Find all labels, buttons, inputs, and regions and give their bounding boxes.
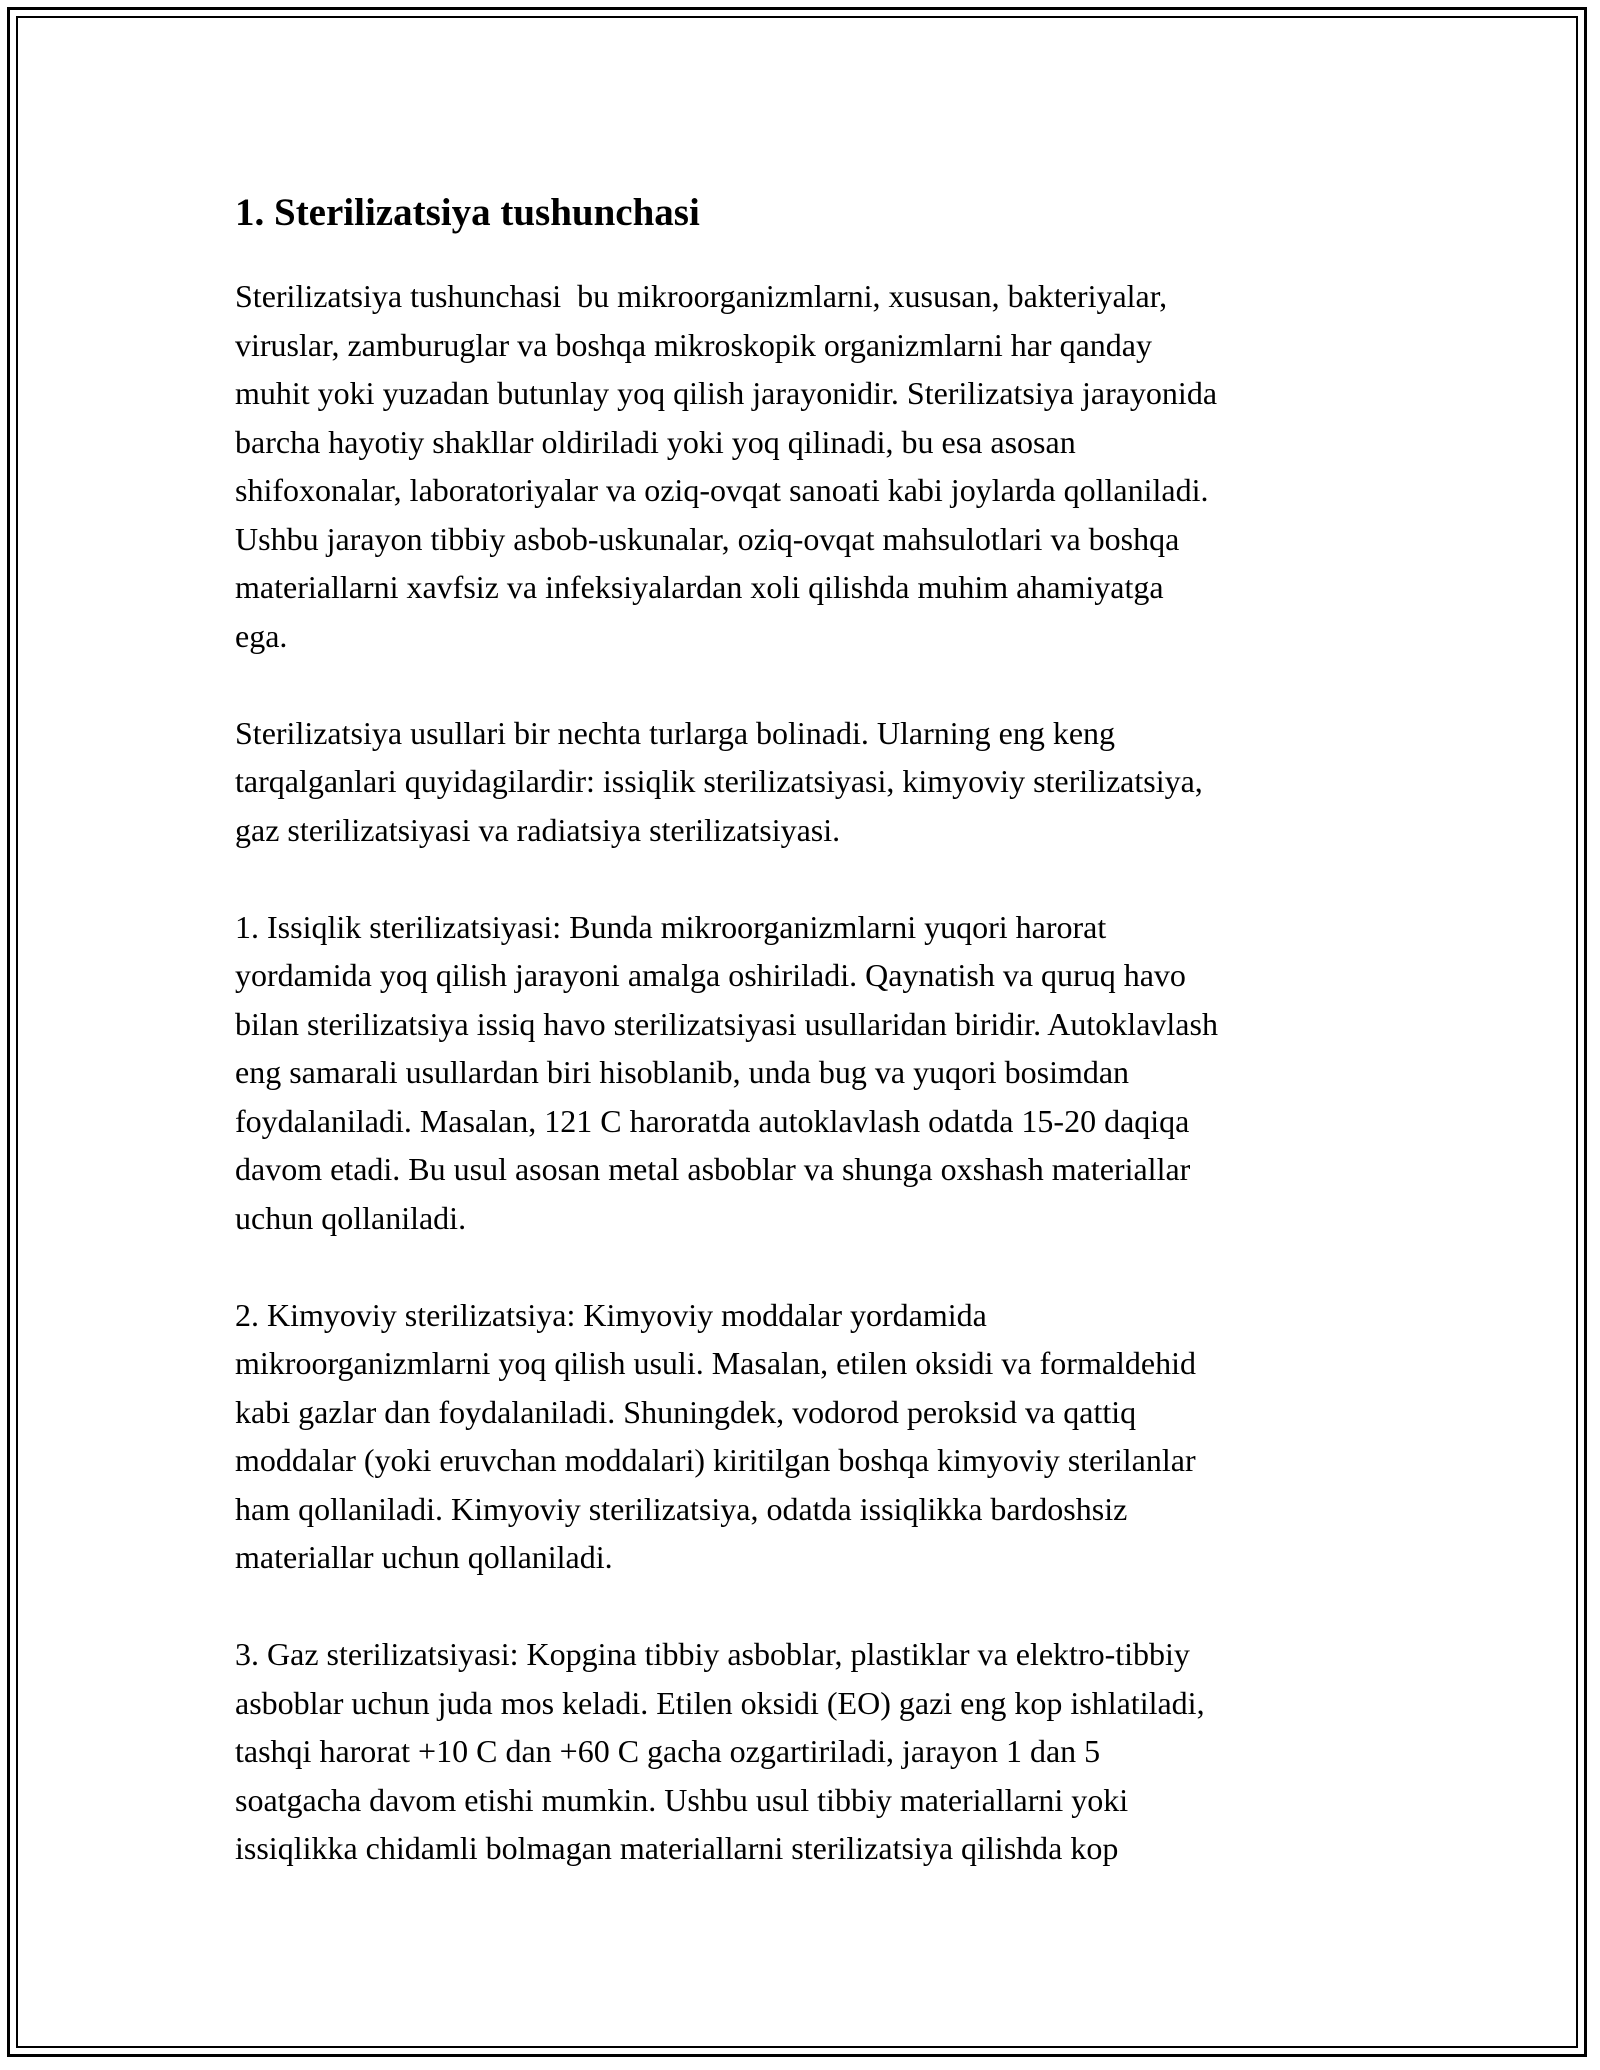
paragraph-line: Sterilizatsiya tushunchasi bu mikroorganizmlarni, xususan, bakteriyalar,: [235, 278, 1168, 314]
paragraph-methods-overview: [235, 709, 1375, 855]
paragraph-line: shifoxonalar, laboratoriyalar va oziq-ovqat sanoati kabi joylarda qollaniladi.: [235, 472, 1209, 508]
paragraph-line: barcha hayotiy shakllar oldiriladi yoki yoq qilinadi, bu esa asosan: [235, 423, 1076, 460]
paragraph-gas-sterilization: [235, 1630, 1375, 1873]
paragraph-line: foydalaniladi. Masalan, 121 C haroratda autoklavlash odatda 15-20 daqiqa: [235, 1102, 1190, 1139]
document-body: [235, 186, 1375, 1921]
paragraph-line: gaz sterilizatsiyasi va radiatsiya sterilizatsiyasi.: [235, 811, 841, 848]
paragraph-line: tashqi harorat +10 C dan +60 C gacha ozgartiriladi, jarayon 1 dan 5: [235, 1733, 1101, 1769]
paragraph-line: 3. Gaz sterilizatsiyasi: Kopgina tibbiy asboblar, plastiklar va elektro-tibbiy: [235, 1636, 1190, 1672]
paragraph-line: ega.: [235, 617, 288, 654]
paragraph-line: eng samarali usullardan biri hisoblanib, unda bug va yuqori bosimdan: [235, 1054, 1130, 1090]
paragraph-line: issiqlikka chidamli bolmagan materiallarni sterilizatsiya qilishda kop: [235, 1830, 1119, 1866]
section-heading: 1. Sterilizatsiya tushunchasi: [235, 191, 700, 234]
paragraph-heat-sterilization: [235, 903, 1375, 1243]
paragraph-line: tarqalganlari quyidagilardir: issiqlik sterilizatsiyasi, kimyoviy sterilizatsiya,: [235, 763, 1203, 799]
paragraph-line: bilan sterilizatsiya issiq havo sterilizatsiyasi usullaridan biridir. Autoklavlash: [235, 1005, 1218, 1042]
paragraph-line: soatgacha davom etishi mumkin. Ushbu usul tibbiy materiallarni yoki: [235, 1781, 1129, 1818]
paragraph-line: yordamida yoq qilish jarayoni amalga oshiriladi. Qaynatish va quruq havo: [235, 957, 1186, 993]
paragraph-line: materiallar uchun qollaniladi.: [235, 1539, 613, 1575]
paragraph-line: mikroorganizmlarni yoq qilish usuli. Masalan, etilen oksidi va formaldehid: [235, 1345, 1197, 1381]
paragraph-definition: [235, 272, 1375, 660]
paragraph-line: uchun qollaniladi.: [235, 1199, 467, 1236]
paragraph-chemical-sterilization: [235, 1291, 1375, 1582]
paragraph-line: viruslar, zamburuglar va boshqa mikroskopik organizmlarni har qanday: [235, 326, 1152, 363]
paragraph-line: ham qollaniladi. Kimyoviy sterilizatsiya, odatda issiqlikka bardoshsiz: [235, 1490, 1128, 1527]
paragraph-line: 2. Kimyoviy sterilizatsiya: Kimyoviy moddalar yordamida: [235, 1296, 987, 1333]
paragraph-line: asboblar uchun juda mos keladi. Etilen oksidi (EO) gazi eng kop ishlatiladi,: [235, 1684, 1205, 1721]
paragraph-line: davom etadi. Bu usul asosan metal asboblar va shunga oxshash materiallar: [235, 1151, 1191, 1187]
paragraph-line: moddalar (yoki eruvchan moddalari) kiritilgan boshqa kimyoviy sterilanlar: [235, 1442, 1196, 1478]
paragraph-line: kabi gazlar dan foydalaniladi. Shuningdek, vodorod peroksid va qattiq: [235, 1393, 1137, 1430]
paragraph-line: Ushbu jarayon tibbiy asbob-uskunalar, oziq-ovqat mahsulotlari va boshqa: [235, 520, 1180, 557]
paragraph-line: muhit yoki yuzadan butunlay yoq qilish jarayonidir. Sterilizatsiya jarayonida: [235, 375, 1218, 411]
paragraph-line: 1. Issiqlik sterilizatsiyasi: Bunda mikroorganizmlarni yuqori harorat: [235, 908, 1107, 945]
paragraph-line: Sterilizatsiya usullari bir nechta turlarga bolinadi. Ularning eng keng: [235, 714, 1116, 751]
paragraph-line: materiallarni xavfsiz va infeksiyalardan xoli qilishda muhim ahamiyatga: [235, 569, 1164, 605]
